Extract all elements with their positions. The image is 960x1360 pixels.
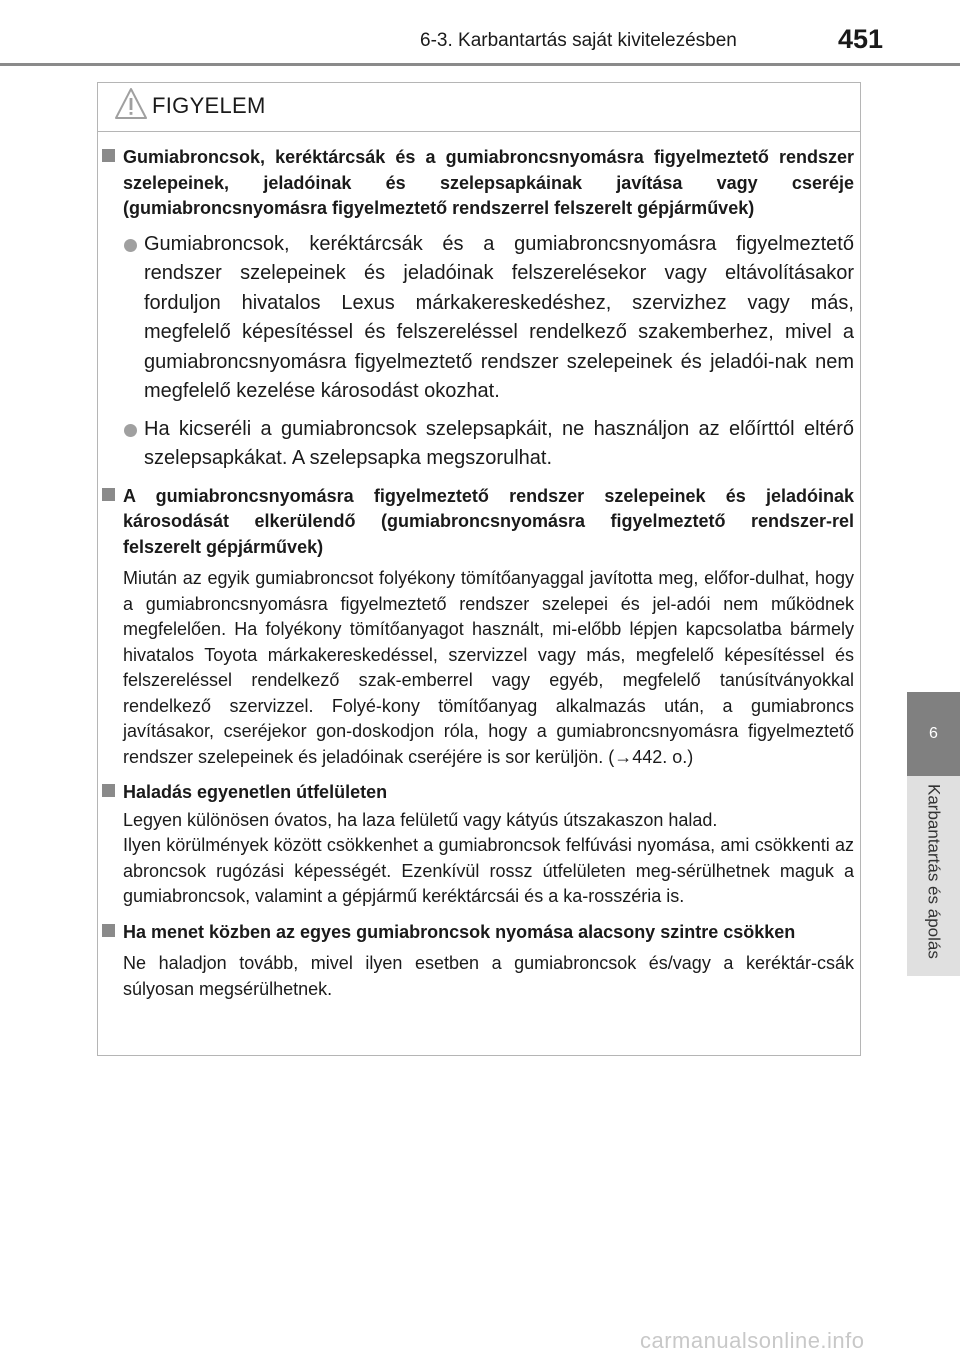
section-tire-repair [98, 145, 862, 474]
section-low-pressure [98, 920, 862, 1003]
header-title: 6-3. Karbantartás saját kivitelezésben [420, 30, 737, 51]
section-heading: Ha menet közben az egyes gumiabroncsok nyomása alacsony szintre csökken [123, 921, 796, 942]
warning-title: FIGYELEM [152, 93, 266, 118]
list-item [123, 230, 854, 407]
header-rule [0, 63, 960, 66]
body-paragraph: Ne haladjon tovább, mivel ilyen esetben a gumiabroncsok és/vagy a keréktár-csák súlyosan megsérülhetnek. [123, 953, 854, 999]
section-heading: A gumiabroncsnyomásra figyelmeztető rendszer szelepeinek és jeladóinak károsodását elkerülendő (gumiabroncsnyomásra figyelmeztető rendszer-rel felszerelt gépjárművek) [123, 485, 854, 557]
warning-triangle-icon [114, 87, 148, 126]
section-body [123, 951, 854, 1002]
bullet-text: Gumiabroncsok, keréktárcsák és a gumiabroncsnyomásra figyelmeztető rendszer szelepeinek és jeladóinak felszerelésekor vagy eltávolításakor forduljon hivatalos Lexus márkakereskedéshez, szervizhez vagy más, megfelelő képesítéssel és felszereléssel rendelkező szakemberhez, mivel a gumiabroncsnyomásra figyelmeztető rendszer szelepeinek és jeladói-nak nem megfelelő kezelése károsodást okozhat. [144, 232, 854, 402]
page-number: 451 [838, 24, 884, 54]
warning-box [97, 82, 861, 1056]
section-marker-icon [102, 784, 115, 797]
warning-header [98, 83, 860, 132]
chapter-tab-label [907, 776, 960, 976]
section-rough-roads [98, 780, 862, 910]
chapter-tab-label-text: Karbantartás és ápolás [924, 784, 944, 959]
section-body [123, 808, 854, 910]
body-paragraph: Legyen különösen óvatos, ha laza felületű vagy kátyús útszakaszon halad. [123, 809, 718, 830]
body-paragraph: Miután az egyik gumiabroncsot folyékony tömítőanyaggal javította meg, előfor-dulhat, hogy a gumiabroncsnyomásra figyelmeztető rendszer szelepei és jel-adói nem működnek megfelelően. Ha folyékony tömítőanyagot használt, mi-előbb lépjen kapcsolatba bármely hivatalos Toyota márkakereskedéssel, szervizzel vagy más, megfelelő képesítéssel és felszereléssel rendelkező szak-emberrel vagy egyéb, megfelelő tanúsítványokkal rendelkező szervizzel. Folyé-kony tömítőanyag alkalmazás után, a gumiabroncs javításakor, cseréjekor gon-doskodjon róla, hogy a gumiabroncsnyomásra figyelmeztető rendszer szelepeinek és jeladóinak cseréjére is sor kerüljön. (→442. o.) [123, 568, 854, 767]
bullet-text: Ha kicseréli a gumiabroncsok szelepsapkáit, ne használjon az előírttól eltérő szelepsapkákat. A szelepsapka megszorulhat. [144, 417, 854, 469]
watermark: carmanualsonline.info [640, 1328, 865, 1353]
warning-content [98, 145, 862, 1012]
section-sealant-damage [98, 484, 862, 771]
section-marker-icon [102, 488, 115, 501]
section-marker-icon [102, 924, 115, 937]
bullet-icon [124, 424, 137, 437]
bullet-icon [124, 239, 137, 252]
section-heading: Gumiabroncsok, keréktárcsák és a gumiabroncsnyomásra figyelmeztető rendszer szelepeinek, jeladóinak és szelepsapkáinak javítása vagy cseréje (gumiabroncsnyomásra figyelmeztető rendszerrel felszerelt gépjárművek) [123, 147, 854, 218]
section-marker-icon [102, 149, 115, 162]
list-item [123, 415, 854, 474]
body-paragraph: Ilyen körülmények között csökkenhet a gumiabroncsok felfúvási nyomása, ami csökkenti az abroncsok rugózási képességét. Ezenkívül rossz útfelületen meg-sérülhetnek maguk a gumiabroncsok, valamint a gépjármű keréktárcsái és a ka-rosszéria is. [123, 835, 854, 906]
chapter-tab-number: 6 [907, 692, 960, 776]
section-body [123, 566, 854, 770]
section-heading: Haladás egyenetlen útfelületen [123, 782, 388, 802]
